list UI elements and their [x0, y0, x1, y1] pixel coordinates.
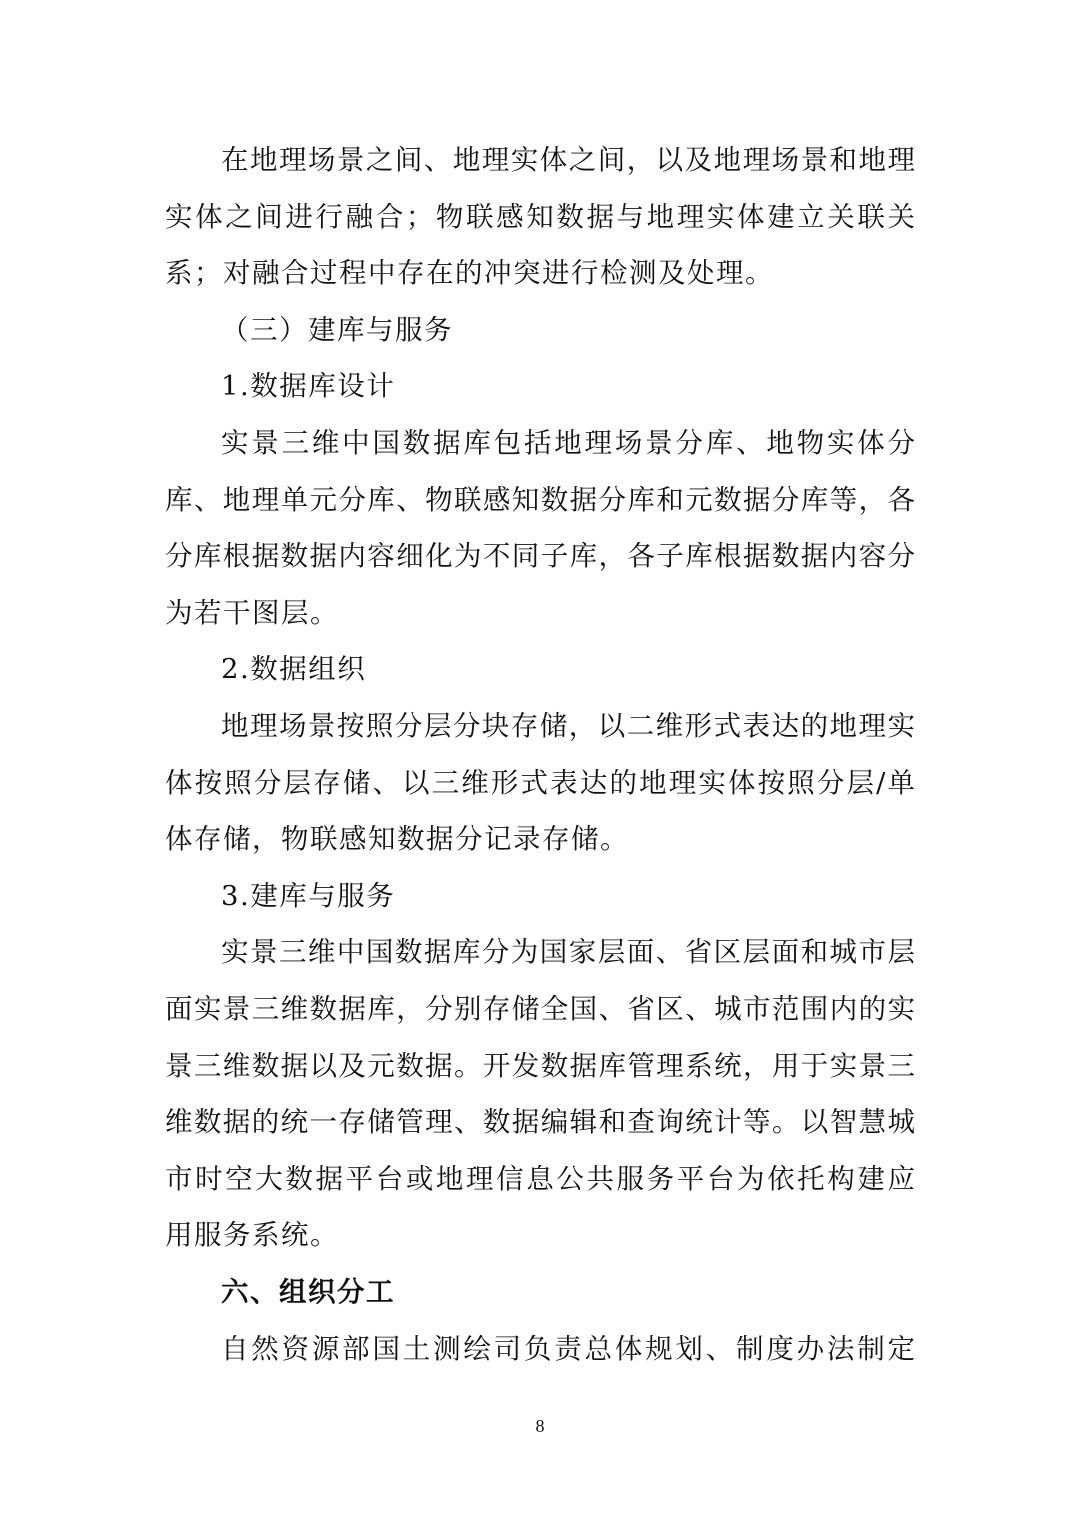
paragraph-line: 为若干图层。 — [165, 597, 339, 629]
paragraph-line: 体按照分层存储、以三维形式表达的地理实体按照分层/单 — [165, 767, 915, 799]
paragraph-line: 市时空大数据平台或地理信息公共服务平台为依托构建应 — [165, 1163, 915, 1195]
subsection-heading: 3.建库与服务 — [221, 880, 396, 912]
paragraph-line: 分库根据数据内容细化为不同子库，各子库根据数据内容分 — [165, 540, 915, 572]
paragraph-line: 地理场景按照分层分块存储，以二维形式表达的地理实 — [221, 710, 915, 742]
paragraph-line: 维数据的统一存储管理、数据编辑和查询统计等。以智慧城 — [165, 1106, 915, 1138]
subsection-heading: 2.数据组织 — [221, 653, 367, 685]
subsection-heading: 1.数据库设计 — [221, 370, 396, 402]
paragraph-line: 面实景三维数据库，分别存储全国、省区、城市范围内的实 — [165, 993, 915, 1025]
chapter-heading: 六、组织分工 — [221, 1276, 395, 1308]
paragraph-line: 自然资源部国土测绘司负责总体规划、制度办法制定 — [221, 1333, 915, 1365]
paragraph-line: 库、地理单元分库、物联感知数据分库和元数据分库等，各 — [165, 484, 915, 516]
section-heading: （三）建库与服务 — [221, 314, 453, 346]
page-number: 8 — [535, 1416, 545, 1436]
paragraph-line: 体存储，物联感知数据分记录存储。 — [165, 823, 629, 855]
paragraph-line: 在地理场景之间、地理实体之间，以及地理场景和地理 — [221, 144, 915, 176]
paragraph-line: 实体之间进行融合；物联感知数据与地理实体建立关联关 — [165, 201, 915, 233]
paragraph-line: 景三维数据以及元数据。开发数据库管理系统，用于实景三 — [165, 1050, 915, 1082]
paragraph-line: 实景三维中国数据库分为国家层面、省区层面和城市层 — [221, 936, 915, 968]
paragraph-line: 实景三维中国数据库包括地理场景分库、地物实体分 — [221, 427, 915, 459]
paragraph-line: 用服务系统。 — [165, 1219, 339, 1251]
paragraph-line: 系；对融合过程中存在的冲突进行检测及处理。 — [165, 257, 774, 289]
